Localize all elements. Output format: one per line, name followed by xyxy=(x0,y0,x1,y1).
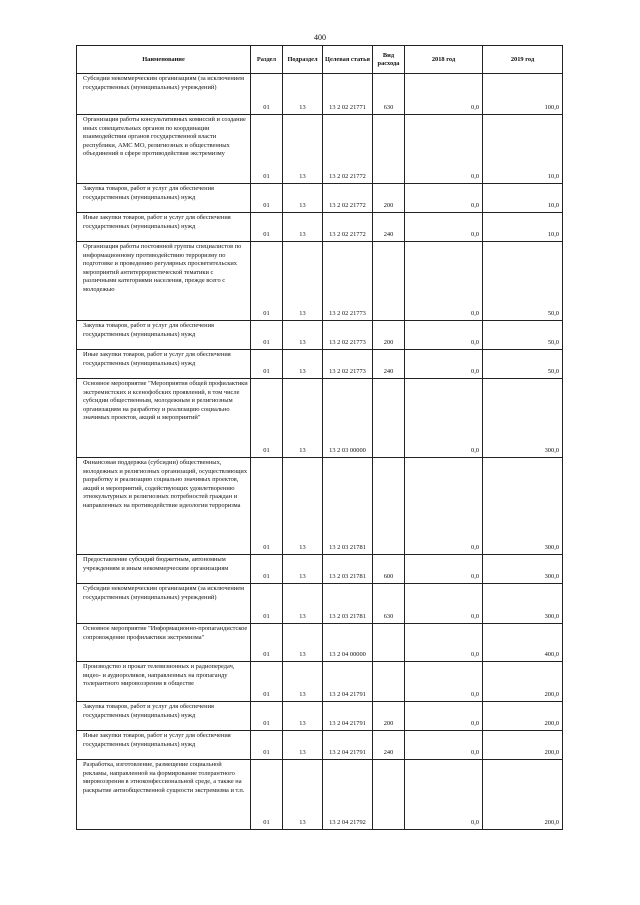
row-target: 13 2 03 00000 xyxy=(323,379,373,458)
row-subsection: 13 xyxy=(283,379,323,458)
row-name: Организация работы постоянной группы специалистов по информационному противодействию терроризму по подготовке и проведению регулярных просветительских мероприятий антитеррористической тематики с различными категориями населения, прежде всего с молодежью xyxy=(83,243,242,293)
row-subsection: 13 xyxy=(283,115,323,184)
header-2018: 2018 год xyxy=(405,46,483,74)
row-expense-type: 240 xyxy=(373,731,405,760)
row-name: Закупка товаров, работ и услуг для обеспечения государственных (муниципальных) нужд xyxy=(83,322,214,338)
row-name-cell xyxy=(77,731,251,760)
row-section: 01 xyxy=(251,702,283,731)
row-subsection: 13 xyxy=(283,702,323,731)
table-row xyxy=(77,321,563,350)
header-target: Целевая статья xyxy=(323,46,373,74)
table-row xyxy=(77,74,563,115)
row-target: 13 2 03 21781 xyxy=(323,584,373,624)
row-2018: 0,0 xyxy=(405,184,483,213)
row-2018: 0,0 xyxy=(405,213,483,242)
row-expense-type: 630 xyxy=(373,584,405,624)
row-2018: 0,0 xyxy=(405,760,483,830)
row-target: 13 2 04 21791 xyxy=(323,662,373,702)
row-name-cell xyxy=(77,760,251,830)
row-2018: 0,0 xyxy=(405,242,483,321)
row-2018: 0,0 xyxy=(405,662,483,702)
row-2019: 300,0 xyxy=(483,379,563,458)
row-name: Основное мероприятие "Информационно-пропагандистское сопровождение профилактики экстремизма" xyxy=(83,625,248,641)
row-target: 13 2 04 00000 xyxy=(323,624,373,662)
row-target: 13 2 04 21791 xyxy=(323,731,373,760)
row-name: Закупка товаров, работ и услуг для обеспечения государственных (муниципальных) нужд xyxy=(83,185,214,201)
row-section: 01 xyxy=(251,115,283,184)
row-2019: 50,0 xyxy=(483,350,563,379)
row-section: 01 xyxy=(251,242,283,321)
table-row xyxy=(77,350,563,379)
row-2019: 100,0 xyxy=(483,74,563,115)
row-2018: 0,0 xyxy=(405,555,483,584)
row-expense-type xyxy=(373,662,405,702)
row-2018: 0,0 xyxy=(405,702,483,731)
row-section: 01 xyxy=(251,184,283,213)
row-name-cell xyxy=(77,702,251,731)
table-row xyxy=(77,624,563,662)
row-subsection: 13 xyxy=(283,184,323,213)
row-2019: 10,0 xyxy=(483,213,563,242)
table-row xyxy=(77,555,563,584)
table-row xyxy=(77,731,563,760)
header-name: Наименование xyxy=(77,46,251,74)
row-2018: 0,0 xyxy=(405,624,483,662)
table-row xyxy=(77,184,563,213)
row-name: Предоставление субсидий бюджетным, автономным учреждениям и иным некоммерческим организациям xyxy=(83,556,229,572)
row-expense-type: 200 xyxy=(373,184,405,213)
row-name-cell xyxy=(77,584,251,624)
header-row xyxy=(77,46,563,74)
row-name: Производство и прокат телевизионных и радиопередач, видео- и аудиороликов, направленных на пропаганду толерантного мировоззрения в обществе xyxy=(83,663,235,688)
row-2018: 0,0 xyxy=(405,731,483,760)
row-target: 13 2 04 21791 xyxy=(323,702,373,731)
row-2019: 400,0 xyxy=(483,624,563,662)
row-expense-type: 630 xyxy=(373,74,405,115)
row-name: Разработка, изготовление, размещение социальной рекламы, направленной на формирование толерантного мировоззрения в этноконфессиональной среде, а также на раскрытие антиобщественной сущности экстремизма и т.п. xyxy=(83,761,245,794)
row-name-cell xyxy=(77,242,251,321)
row-name: Субсидии некоммерческим организациям (за исключением государственных (муниципальных) учреждений) xyxy=(83,75,245,91)
row-section: 01 xyxy=(251,760,283,830)
row-section: 01 xyxy=(251,321,283,350)
row-section: 01 xyxy=(251,731,283,760)
row-2019: 200,0 xyxy=(483,760,563,830)
row-subsection: 13 xyxy=(283,555,323,584)
row-2019: 50,0 xyxy=(483,321,563,350)
row-expense-type xyxy=(373,115,405,184)
row-section: 01 xyxy=(251,662,283,702)
row-section: 01 xyxy=(251,74,283,115)
row-target: 13 2 02 21773 xyxy=(323,350,373,379)
table-row xyxy=(77,379,563,458)
row-name: Иные закупки товаров, работ и услуг для обеспечения государственных (муниципальных) нужд xyxy=(83,351,231,367)
row-name: Организация работы консультативных комиссий и создание иных совещательных органов по координации взаимодействия органов государственной власти республики, АМС МО, религиозных и общественных объединений в сфере противодействия экстремизму xyxy=(83,116,246,158)
row-name-cell xyxy=(77,555,251,584)
table-row xyxy=(77,760,563,830)
row-name-cell xyxy=(77,624,251,662)
row-target: 13 2 02 21771 xyxy=(323,74,373,115)
row-section: 01 xyxy=(251,555,283,584)
row-target: 13 2 02 21773 xyxy=(323,321,373,350)
row-section: 01 xyxy=(251,350,283,379)
row-subsection: 13 xyxy=(283,760,323,830)
row-name: Иные закупки товаров, работ и услуг для обеспечения государственных (муниципальных) нужд xyxy=(83,214,231,230)
header-subsection: Подраздел xyxy=(283,46,323,74)
budget-table xyxy=(76,45,563,830)
row-name-cell xyxy=(77,458,251,555)
table-body xyxy=(77,74,563,830)
row-2019: 300,0 xyxy=(483,584,563,624)
row-target: 13 2 04 21792 xyxy=(323,760,373,830)
table-row xyxy=(77,213,563,242)
row-expense-type: 200 xyxy=(373,702,405,731)
row-name-cell xyxy=(77,662,251,702)
header-section: Раздел xyxy=(251,46,283,74)
row-subsection: 13 xyxy=(283,662,323,702)
row-expense-type: 240 xyxy=(373,213,405,242)
row-subsection: 13 xyxy=(283,624,323,662)
row-expense-type: 200 xyxy=(373,321,405,350)
row-2018: 0,0 xyxy=(405,458,483,555)
table-row xyxy=(77,702,563,731)
row-subsection: 13 xyxy=(283,74,323,115)
row-2018: 0,0 xyxy=(405,74,483,115)
row-name: Субсидии некоммерческим организациям (за исключением государственных (муниципальных) учреждений) xyxy=(83,585,245,601)
row-target: 13 2 02 21773 xyxy=(323,242,373,321)
row-expense-type xyxy=(373,379,405,458)
row-name: Иные закупки товаров, работ и услуг для обеспечения государственных (муниципальных) нужд xyxy=(83,732,231,748)
row-expense-type xyxy=(373,760,405,830)
row-target: 13 2 02 21772 xyxy=(323,213,373,242)
header-expense-type: Вид расхода xyxy=(373,46,405,74)
row-2019: 300,0 xyxy=(483,458,563,555)
row-name-cell xyxy=(77,213,251,242)
row-2019: 200,0 xyxy=(483,702,563,731)
row-subsection: 13 xyxy=(283,213,323,242)
row-section: 01 xyxy=(251,213,283,242)
row-2018: 0,0 xyxy=(405,379,483,458)
table-row xyxy=(77,584,563,624)
row-section: 01 xyxy=(251,624,283,662)
row-section: 01 xyxy=(251,458,283,555)
row-target: 13 2 03 21781 xyxy=(323,458,373,555)
row-name: Финансовая поддержка (субсидии) общественных, молодежных и религиозных организаций, осуществляющих разработку и реализацию социально значимых проектов, акций и мероприятий, содействующих удовлетворению этнокультурных и религиозных потребностей граждан и направленных на противодействие идеологии терроризма xyxy=(83,459,248,509)
row-2018: 0,0 xyxy=(405,321,483,350)
row-2018: 0,0 xyxy=(405,350,483,379)
row-subsection: 13 xyxy=(283,731,323,760)
row-name-cell xyxy=(77,321,251,350)
row-2019: 200,0 xyxy=(483,662,563,702)
table-header xyxy=(77,46,563,74)
row-subsection: 13 xyxy=(283,321,323,350)
row-subsection: 13 xyxy=(283,584,323,624)
row-2019: 10,0 xyxy=(483,184,563,213)
row-2018: 0,0 xyxy=(405,584,483,624)
row-expense-type xyxy=(373,458,405,555)
row-2018: 0,0 xyxy=(405,115,483,184)
row-2019: 300,0 xyxy=(483,555,563,584)
row-2019: 50,0 xyxy=(483,242,563,321)
row-name-cell xyxy=(77,184,251,213)
row-2019: 10,0 xyxy=(483,115,563,184)
row-subsection: 13 xyxy=(283,458,323,555)
row-section: 01 xyxy=(251,584,283,624)
row-subsection: 13 xyxy=(283,242,323,321)
table-row xyxy=(77,115,563,184)
row-expense-type: 240 xyxy=(373,350,405,379)
table-row xyxy=(77,242,563,321)
row-expense-type: 600 xyxy=(373,555,405,584)
row-name-cell xyxy=(77,115,251,184)
table-row xyxy=(77,458,563,555)
row-target: 13 2 02 21772 xyxy=(323,115,373,184)
table-row xyxy=(77,662,563,702)
row-2019: 200,0 xyxy=(483,731,563,760)
row-section: 01 xyxy=(251,379,283,458)
header-2019: 2019 год xyxy=(483,46,563,74)
row-target: 13 2 03 21781 xyxy=(323,555,373,584)
row-name: Основное мероприятие "Мероприятия общей профилактики экстремистских и ксенофобских проявлений, в том числе субсидии общественным, молодежным и религиозным организациям на разработку и реализацию социально значимых проектов, акций и мероприятий" xyxy=(83,380,248,422)
row-subsection: 13 xyxy=(283,350,323,379)
row-name-cell xyxy=(77,74,251,115)
row-target: 13 2 02 21772 xyxy=(323,184,373,213)
row-name-cell xyxy=(77,350,251,379)
row-name-cell xyxy=(77,379,251,458)
page-number: 400 xyxy=(314,33,326,42)
row-name: Закупка товаров, работ и услуг для обеспечения государственных (муниципальных) нужд xyxy=(83,703,214,719)
row-expense-type xyxy=(373,624,405,662)
row-expense-type xyxy=(373,242,405,321)
